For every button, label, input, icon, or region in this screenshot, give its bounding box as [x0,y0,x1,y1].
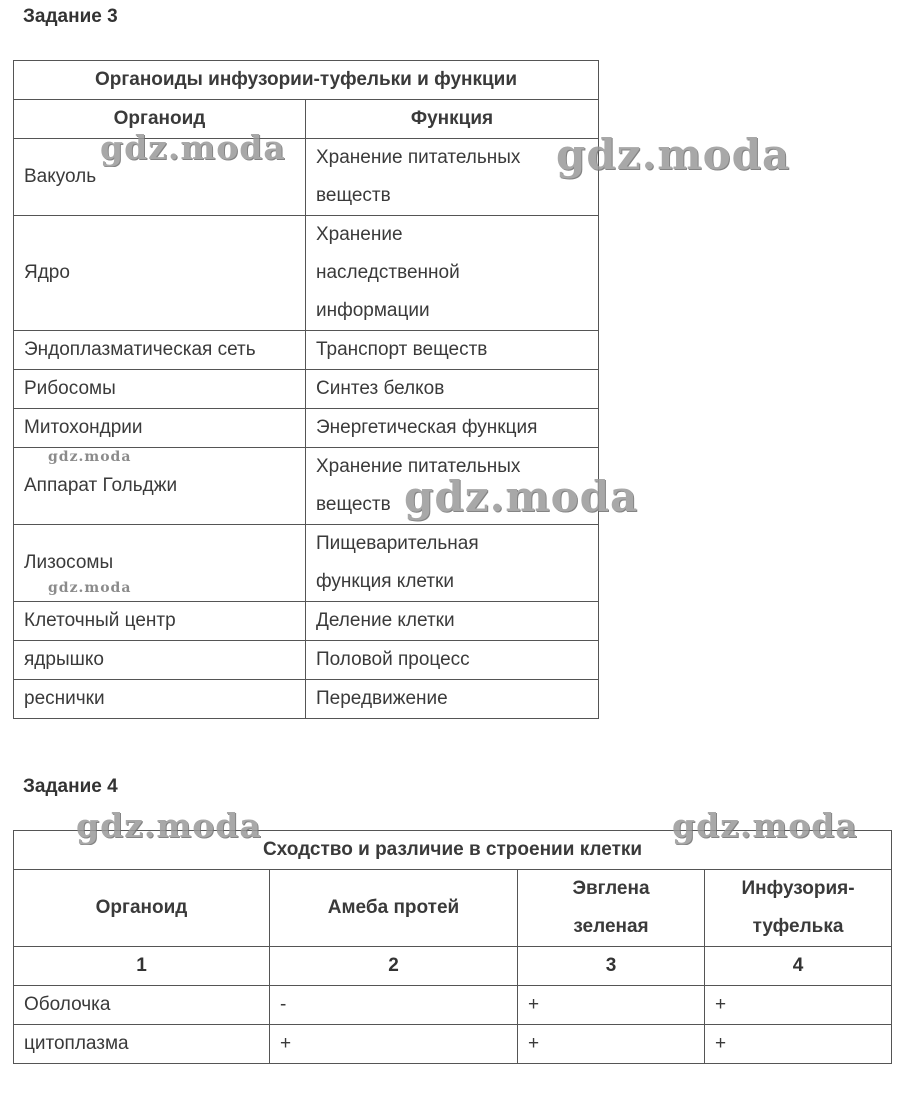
function-cell: Половой процесс [306,641,599,680]
column-number: 2 [270,947,518,986]
table-row [14,986,892,1025]
organoid-cell: Аппарат Гольджи [14,448,306,525]
function-cell: Деление клетки [306,602,599,641]
table-row [14,216,599,331]
column-number: 4 [705,947,892,986]
task4-heading: Задание 4 [23,776,118,797]
organoid-cell: Вакуоль [14,139,306,216]
organoid-cell: Ядро [14,216,306,331]
watermark: gdz.moda [556,130,791,179]
table-row [14,525,599,602]
table-row [14,448,599,525]
organoid-cell: ядрышко [14,641,306,680]
watermark: gdz.moda [76,806,262,845]
column-header-function: Функция [306,100,599,139]
organoid-cell: Рибосомы [14,370,306,409]
organoid-cell: Оболочка [14,986,270,1025]
watermark: gdz.moda [48,449,132,465]
column-number-row [14,947,892,986]
organoid-cell: реснички [14,680,306,719]
column-number: 3 [518,947,705,986]
euglena-cell: + [518,1025,705,1064]
function-cell: Энергетическая функция [306,409,599,448]
organoid-cell: цитоплазма [14,1025,270,1064]
function-cell [306,448,599,525]
table-title: Органоиды инфузории-туфельки и функции [14,61,599,100]
watermark: gdz.moda [672,806,858,845]
paramecium-cell: + [705,1025,892,1064]
table-title-row [14,831,892,870]
function-cell: Транспорт веществ [306,331,599,370]
table-row [14,602,599,641]
amoeba-cell: - [270,986,518,1025]
paramecium-cell: + [705,986,892,1025]
function-cell [306,216,599,331]
watermark: gdz.moda [404,472,639,521]
table-row [14,641,599,680]
table-row [14,1025,892,1064]
task3-heading: Задание 3 [23,6,118,27]
column-header-paramecium [705,870,892,947]
function-line: Хранение питательных [316,456,521,477]
table-row [14,370,599,409]
function-line: Пищеварительная [316,533,479,554]
table-row [14,331,599,370]
function-line: веществ [316,494,391,515]
table-title-row [14,61,599,100]
table-header-row [14,870,892,947]
organoid-cell: Эндоплазматическая сеть [14,331,306,370]
function-line: наследственной [316,262,460,283]
organoid-cell: Лизосомы [14,525,306,602]
function-line: веществ [316,185,391,206]
function-cell [306,525,599,602]
column-header-organoid: Органоид [14,870,270,947]
cell-structure-comparison-table [13,830,892,1064]
header-line: Инфузория- [741,878,855,899]
table-row [14,409,599,448]
table-title: Сходство и различие в строении клетки [14,831,892,870]
column-header-organoid: Органоид [14,100,306,139]
function-cell: Передвижение [306,680,599,719]
header-line: туфелька [752,916,844,937]
column-header-euglena [518,870,705,947]
function-cell [306,139,599,216]
function-line: Хранение [316,224,403,245]
function-line: информации [316,300,430,321]
function-cell: Синтез белков [306,370,599,409]
function-line: Хранение питательных [316,147,521,168]
euglena-cell: + [518,986,705,1025]
column-header-amoeba: Амеба протей [270,870,518,947]
organoid-cell: Клеточный центр [14,602,306,641]
watermark: gdz.moda [100,128,286,167]
amoeba-cell: + [270,1025,518,1064]
table-row [14,680,599,719]
watermark: gdz.moda [48,580,132,596]
header-line: Эвглена [572,878,650,899]
table-row [14,139,599,216]
column-number: 1 [14,947,270,986]
table-header-row [14,100,599,139]
organoids-function-table [13,60,599,719]
function-line: функция клетки [316,571,454,592]
organoid-cell: Митохондрии [14,409,306,448]
header-line: зеленая [573,916,649,937]
